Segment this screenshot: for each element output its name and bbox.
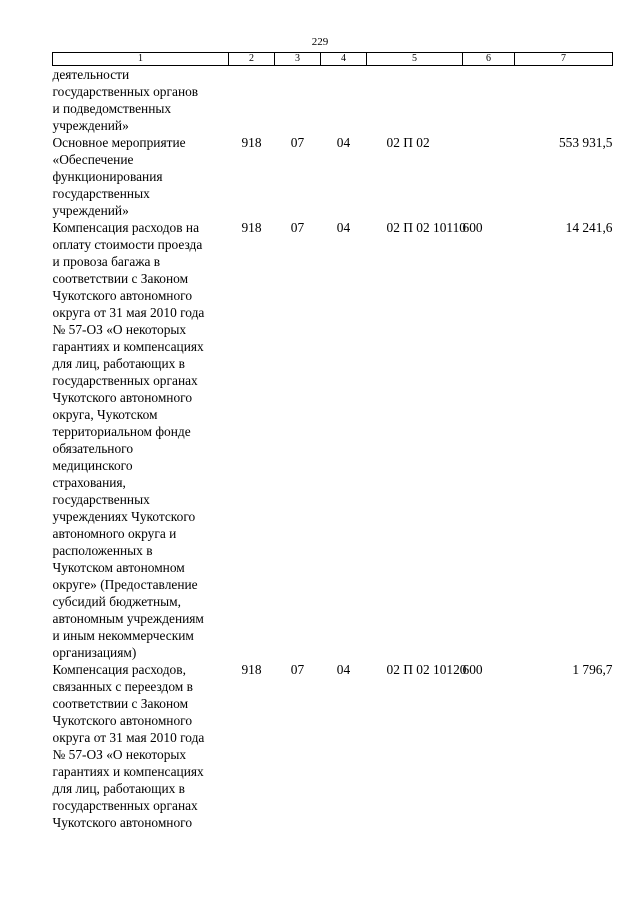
- table-row: [53, 134, 613, 219]
- description-line: для лиц, работающих в: [52, 781, 185, 796]
- column-number-3: 3: [275, 53, 321, 66]
- description-line: Основное мероприятие: [52, 135, 186, 150]
- description-line: связанных с переездом в: [52, 679, 193, 694]
- section-code-cell: 07: [290, 220, 305, 235]
- description-line: учреждений»: [52, 118, 129, 133]
- section-code-cell: 07: [290, 135, 305, 150]
- description-line: учреждениях Чукотского: [52, 509, 196, 524]
- grbs-code-cell: 918: [241, 220, 262, 235]
- section-code-cell: 07: [290, 662, 305, 677]
- column-number-4: 4: [321, 53, 367, 66]
- target-article-cell: [367, 66, 463, 135]
- description-line: Компенсация расходов на: [52, 220, 200, 235]
- grbs-code-cell: 918: [241, 662, 262, 677]
- description-cell: [53, 661, 229, 831]
- subsection-code-cell: [321, 66, 367, 135]
- column-number-header-row: [53, 53, 613, 66]
- description-line: обязательного: [52, 441, 134, 456]
- expense-type-cell: [463, 134, 515, 219]
- description-line: № 57-ОЗ «О некоторых: [52, 322, 187, 337]
- description-line: государственных органов: [52, 84, 199, 99]
- subsection-code-cell: 04: [336, 135, 351, 150]
- amount-cell: 1 796,7: [572, 662, 613, 677]
- target-article-cell: 02 П 02 10110: [386, 220, 466, 235]
- description-line: «Обеспечение: [52, 152, 134, 167]
- description-line: деятельности: [52, 67, 130, 82]
- description-line: соответствии с Законом: [52, 696, 189, 711]
- section-code-cell: [275, 66, 321, 135]
- description-line: гарантиях и компенсациях: [52, 339, 204, 354]
- description-line: округа от 31 мая 2010 года: [52, 730, 205, 745]
- description-line: субсидий бюджетным,: [52, 594, 182, 609]
- subsection-code-cell: 04: [336, 220, 351, 235]
- amount-cell: 553 931,5: [558, 135, 613, 150]
- budget-table: [52, 52, 613, 831]
- column-number-7: 7: [515, 53, 613, 66]
- amount-cell: [515, 66, 613, 135]
- description-line: государственных: [52, 186, 150, 201]
- description-line: Чукотского автономного: [52, 390, 193, 405]
- description-line: расположенных в: [52, 543, 153, 558]
- expense-type-cell: 600: [462, 220, 483, 235]
- target-article-cell: 02 П 02 10120: [386, 662, 467, 677]
- description-line: и подведомственных: [52, 101, 172, 116]
- table-row: [53, 66, 613, 135]
- description-line: функционирования: [52, 169, 163, 184]
- description-line: автономным учреждениям: [52, 611, 204, 626]
- description-cell: [53, 66, 229, 135]
- description-line: и иным некоммерческим: [52, 628, 194, 643]
- expense-type-cell: 600: [462, 662, 483, 677]
- grbs-code-cell: [229, 66, 275, 135]
- description-line: государственных: [52, 492, 150, 507]
- description-line: Чукотского автономного: [52, 713, 193, 728]
- column-number-5: 5: [367, 53, 463, 66]
- description-line: Чукотского автономного: [52, 288, 193, 303]
- description-line: № 57-ОЗ «О некоторых: [52, 747, 187, 762]
- description-line: соответствии с Законом: [52, 271, 189, 286]
- description-line: страхования,: [52, 475, 126, 490]
- description-line: территориальном фонде: [52, 424, 191, 439]
- description-line: оплату стоимости проезда: [52, 237, 203, 252]
- table-row: [53, 219, 613, 661]
- description-line: государственных органах: [52, 373, 198, 388]
- column-number-6: 6: [463, 53, 515, 66]
- expense-type-cell: [463, 66, 515, 135]
- page-number: 229: [311, 36, 329, 48]
- description-line: Компенсация расходов,: [52, 662, 186, 677]
- description-line: гарантиях и компенсациях: [52, 764, 204, 779]
- target-article-cell: 02 П 02: [386, 135, 430, 150]
- description-cell: [53, 134, 229, 219]
- description-line: автономного округа и: [52, 526, 177, 541]
- grbs-code-cell: 918: [241, 135, 262, 150]
- description-line: и провоза багажа в: [52, 254, 161, 269]
- description-line: Чукотского автономного: [52, 815, 193, 830]
- amount-cell: 14 241,6: [565, 220, 613, 235]
- description-line: округе» (Предоставление: [52, 577, 198, 592]
- description-line: для лиц, работающих в: [52, 356, 185, 371]
- description-line: государственных органах: [52, 798, 198, 813]
- budget-table-body: [53, 66, 613, 832]
- column-number-2: 2: [229, 53, 275, 66]
- column-number-1: 1: [53, 53, 229, 66]
- description-line: организациям): [52, 645, 137, 660]
- description-line: учреждений»: [52, 203, 129, 218]
- description-cell: [53, 219, 229, 661]
- description-line: округа от 31 мая 2010 года: [52, 305, 205, 320]
- description-line: округа, Чукотском: [52, 407, 158, 422]
- description-line: Чукотском автономном: [52, 560, 185, 575]
- description-line: медицинского: [52, 458, 133, 473]
- subsection-code-cell: 04: [336, 662, 351, 677]
- table-row: [53, 661, 613, 831]
